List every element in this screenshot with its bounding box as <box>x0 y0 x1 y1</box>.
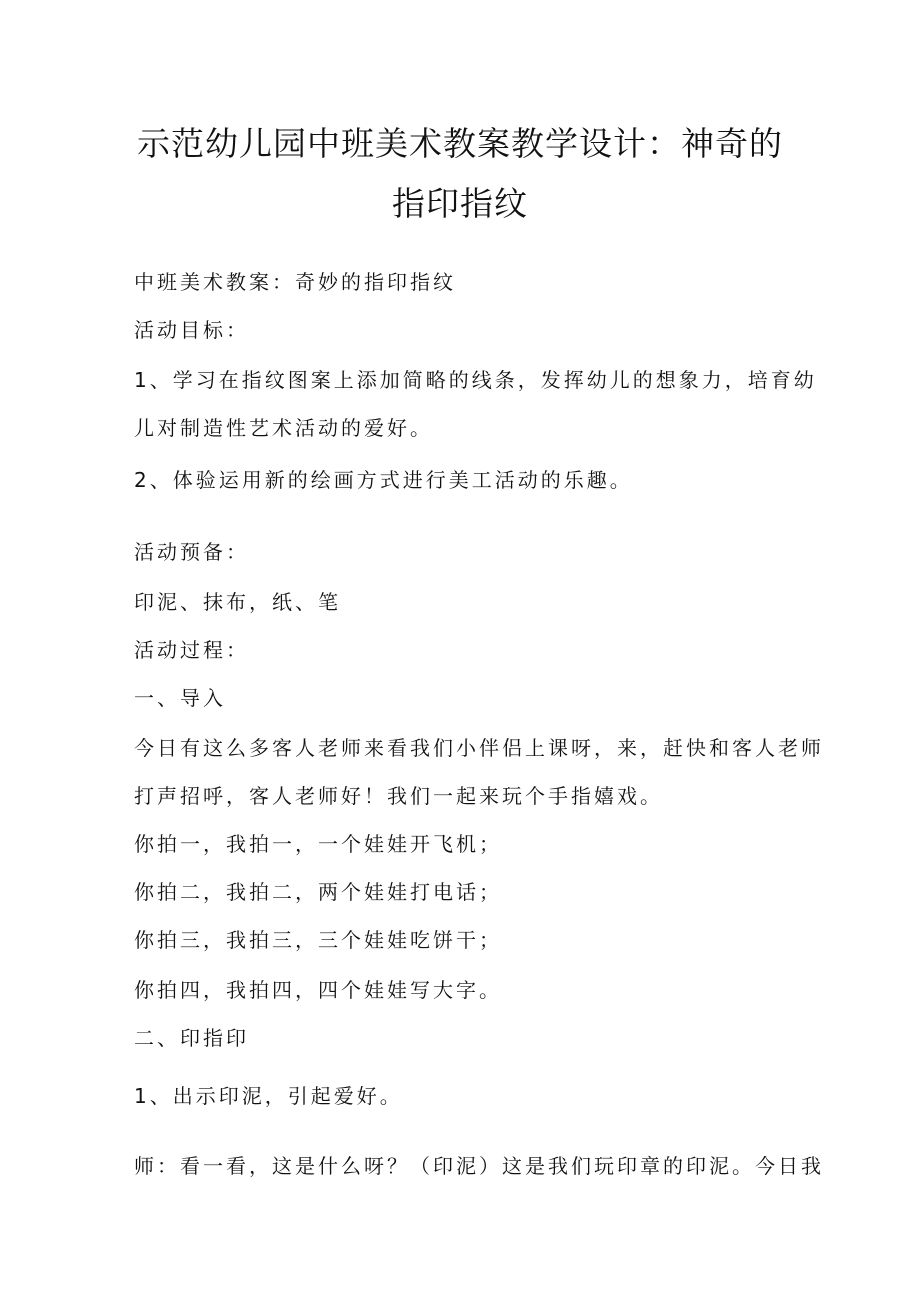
paragraph-intro-1: 今日有这么多客人老师来看我们小伴侣上课呀，来，赶快和客人老师 <box>134 736 824 760</box>
paragraph-rhyme-2: 你拍二，我拍二，两个娃娃打电话； <box>134 880 502 904</box>
paragraph-section-2: 二、印指印 <box>134 1026 249 1050</box>
paragraph-prep-heading: 活动预备： <box>134 540 249 564</box>
paragraph-goal-1-cont: 儿对制造性艺术活动的爱好。 <box>134 416 433 440</box>
paragraph-teacher-line: 师：看一看，这是什么呀？（印泥）这是我们玩印章的印泥。今日我 <box>134 1154 824 1178</box>
document-title-line-1: 示范幼儿园中班美术教案教学设计：神奇的 <box>137 124 783 163</box>
paragraph-rhyme-1: 你拍一，我拍一，一个娃娃开飞机； <box>134 832 502 856</box>
paragraph-goal-1: 1、学习在指纹图案上添加简略的线条，发挥幼儿的想象力，培育幼 <box>134 368 817 392</box>
paragraph-prep-items: 印泥、抹布，纸、笔 <box>134 590 341 614</box>
paragraph-process-heading: 活动过程： <box>134 638 249 662</box>
paragraph-section-1: 一、导入 <box>134 686 226 710</box>
paragraph-intro-2: 打声招呼，客人老师好！我们一起来玩个手指嬉戏。 <box>134 784 663 808</box>
paragraph-rhyme-3: 你拍三，我拍三，三个娃娃吃饼干； <box>134 928 502 952</box>
paragraph-goals-heading: 活动目标： <box>134 318 249 342</box>
document-title-line-2: 指印指纹 <box>392 184 528 223</box>
paragraph-rhyme-4: 你拍四，我拍四，四个娃娃写大字。 <box>134 978 502 1002</box>
paragraph-subtitle: 中班美术教案：奇妙的指印指纹 <box>134 270 456 294</box>
paragraph-goal-2: 2、体验运用新的绘画方式进行美工活动的乐趣。 <box>134 468 633 492</box>
paragraph-step-1: 1、出示印泥，引起爱好。 <box>134 1084 403 1108</box>
